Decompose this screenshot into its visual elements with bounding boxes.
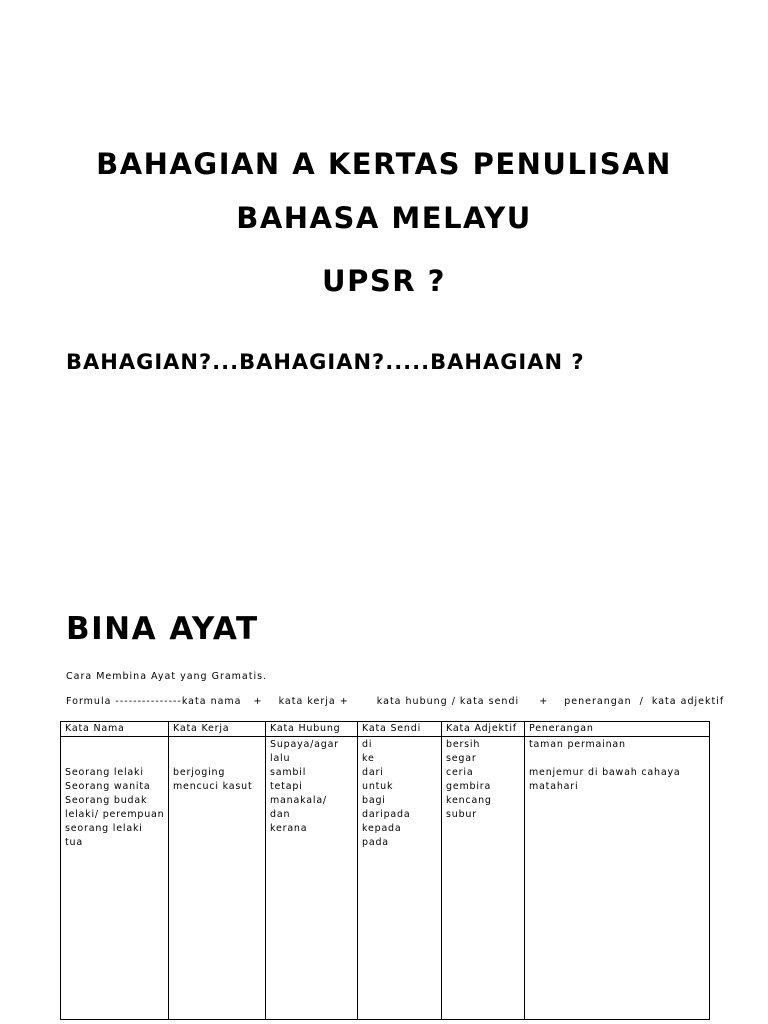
header-kata-sendi: Kata Sendi (358, 722, 442, 737)
table-header-row (61, 722, 710, 737)
cell-line: gembira (446, 781, 492, 792)
cell-line: ke (362, 753, 375, 764)
column-cell-penerangan (525, 737, 710, 1020)
cell-line: daripada (362, 809, 411, 820)
cell-line: subur (446, 809, 477, 820)
column-cell-kata-sendi (358, 737, 442, 1020)
cell-line (173, 738, 261, 752)
cell-line: lalu (270, 753, 291, 764)
cell-line: kencang (446, 795, 492, 806)
cell-line: di (362, 739, 373, 750)
cell-line: Seorang lelaki (65, 767, 144, 778)
cell-line (173, 752, 261, 766)
cell-line: sambil (270, 767, 307, 778)
formula-text: Formula ---------------kata nama + kata kerja + kata hubung / kata sendi + penerangan / kata adjektif (66, 696, 725, 707)
cell-line: manakala/ (270, 795, 327, 806)
cell-line (65, 738, 164, 752)
header-kata-adjektif: Kata Adjektif (442, 722, 525, 737)
column-cell-kata-hubung (266, 737, 358, 1020)
cell-line: ceria (446, 767, 474, 778)
sub-heading: BAHAGIAN?...BAHAGIAN?.....BAHAGIAN ? (66, 350, 585, 374)
grammar-table (60, 721, 710, 1020)
intro-text: Cara Membina Ayat yang Gramatis. (66, 671, 268, 682)
cell-line: mencuci kasut (173, 781, 253, 792)
cell-line: bagi (362, 795, 386, 806)
cell-line: kerana (270, 823, 308, 834)
cell-line: seorang lelaki (65, 823, 143, 834)
cell-line: menjemur di bawah cahaya (529, 767, 681, 778)
cell-line: Seorang budak (65, 795, 148, 806)
header-kata-hubung: Kata Hubung (266, 722, 358, 737)
section-heading: BINA AYAT (66, 611, 259, 647)
page-title-line-2: BAHASA MELAYU (236, 201, 532, 235)
header-kata-nama: Kata Nama (61, 722, 169, 737)
cell-line: kepada (362, 823, 402, 834)
cell-line: segar (446, 753, 477, 764)
header-penerangan: Penerangan (525, 722, 710, 737)
cell-line (529, 752, 705, 766)
column-cell-kata-kerja (169, 737, 266, 1020)
cell-line: dari (362, 767, 384, 778)
table-row (61, 737, 710, 1020)
cell-line: dan (270, 809, 291, 820)
cell-line: tetapi (270, 781, 303, 792)
cell-line: lelaki/ perempuan (65, 809, 165, 820)
cell-line: berjoging (173, 767, 226, 778)
cell-line: matahari (529, 781, 579, 792)
cell-line: Supaya/agar (270, 739, 339, 750)
cell-line: untuk (362, 781, 394, 792)
column-cell-kata-adjektif (442, 737, 525, 1020)
column-cell-kata-nama (61, 737, 169, 1020)
cell-line: Seorang wanita (65, 781, 151, 792)
cell-line: bersih (446, 739, 481, 750)
cell-line: pada (362, 837, 389, 848)
cell-line: tua (65, 837, 83, 848)
cell-line: taman permainan (529, 739, 626, 750)
page-title-line-1: BAHAGIAN A KERTAS PENULISAN (96, 147, 672, 181)
cell-line (65, 752, 164, 766)
page-title-line-3: UPSR ? (322, 264, 446, 298)
header-kata-kerja: Kata Kerja (169, 722, 266, 737)
